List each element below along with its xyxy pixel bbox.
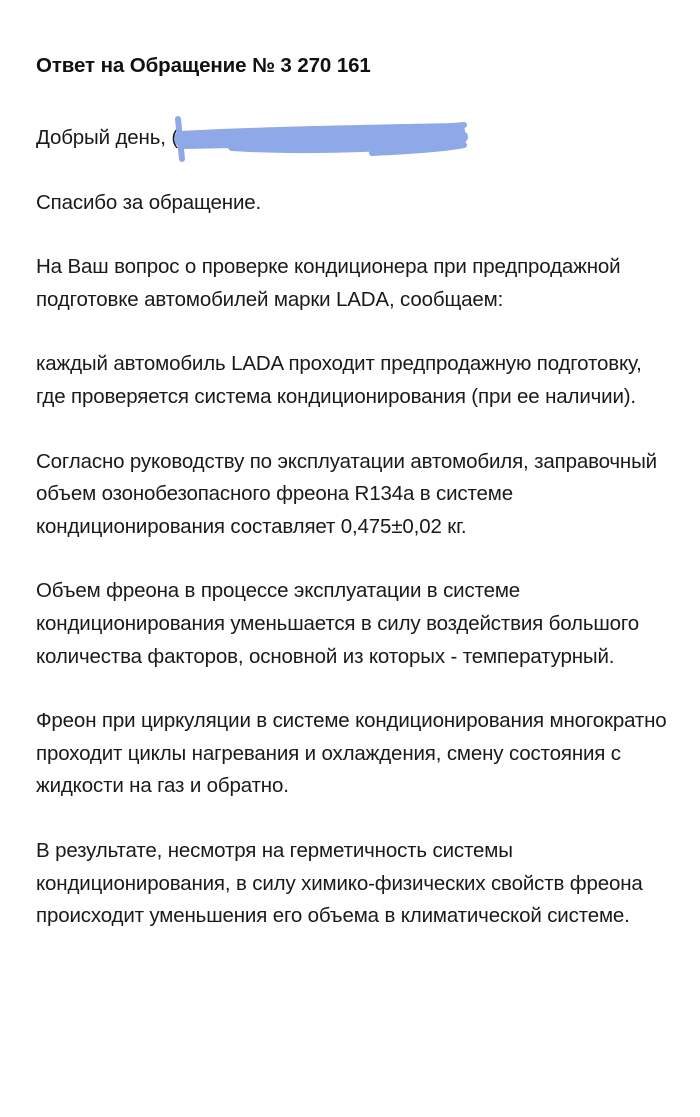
paragraph-thanks: Спасибо за обращение. — [36, 190, 262, 214]
paragraph-inspection: каждый автомобиль LADA проходит предпродажную подготовку, где проверяется система кондиционирования (при ее наличии). — [36, 352, 642, 408]
document-title: Ответ на Обращение № 3 270 161 — [36, 54, 371, 77]
paragraph-volume-decrease: Объем фреона в процессе эксплуатации в системе кондиционирования уменьшается в силу воздействия большого количества факторов, основной из которых - температурный. — [36, 579, 640, 668]
paragraph-refrigerant-volume: Согласно руководству по эксплуатации автомобиля, заправочный объем озонобезопасного фреона R134a в системе кондиционирования составляет 0,475±0,02 кг. — [36, 449, 657, 538]
paragraph-circulation: Фреон при циркуляции в системе кондиционирования многократно проходит циклы нагревания и охлаждения, смену состояния с жидкости на газ и обратно. — [36, 709, 667, 798]
scribble-icon — [172, 115, 472, 163]
paragraph-question: На Ваш вопрос о проверке кондиционера при предпродажной подготовке автомобилей марки LADA, сообщаем: — [36, 255, 621, 311]
greeting-text: Добрый день, — [36, 126, 166, 149]
greeting-line — [36, 122, 676, 155]
document-body — [36, 50, 676, 965]
redaction-scribble — [178, 127, 468, 151]
greeting-name-fragment: ( — [171, 126, 179, 149]
paragraph-conclusion: В результате, несмотря на герметичность системы кондиционирования, в силу химико-физических свойств фреона происходит уменьшения его объема в климатической системе. — [36, 838, 643, 928]
